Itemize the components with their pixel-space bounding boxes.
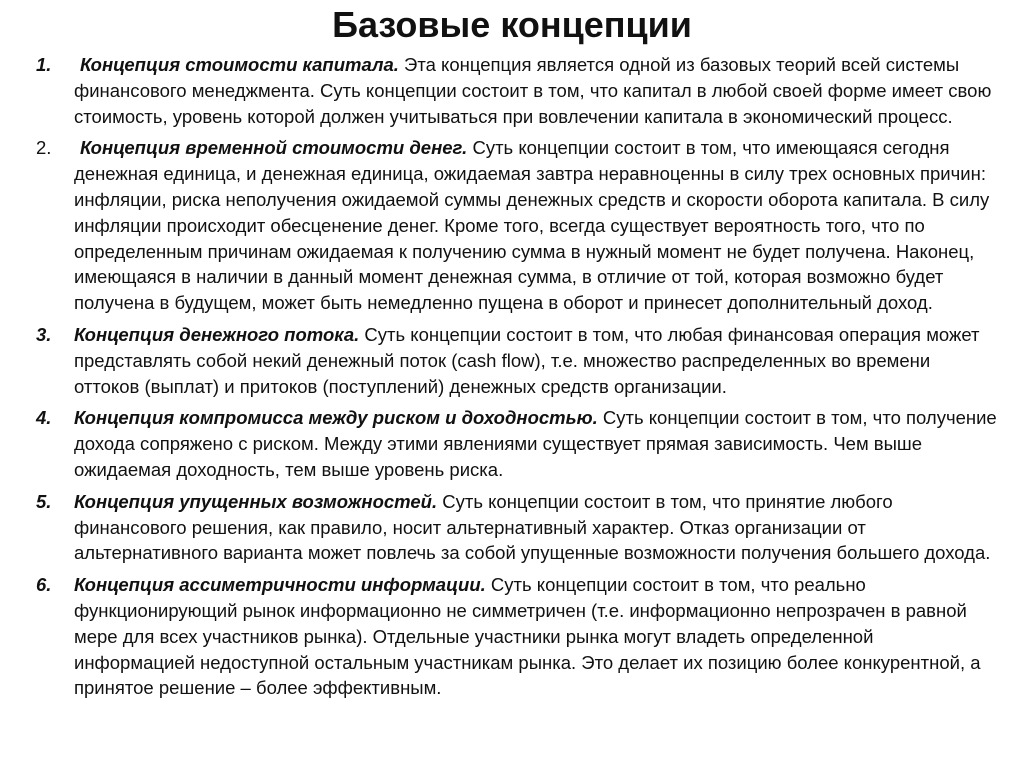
item-number: 5. [36, 490, 52, 512]
item-heading: Концепция упущенных возможностей. [74, 490, 438, 512]
list-item [30, 572, 998, 701]
item-number: 6. [36, 574, 52, 596]
item-heading: Концепция временной стоимости денег. [80, 137, 468, 159]
list-item [30, 52, 998, 129]
item-body: Суть концепции состоит в том, что любая финансовая операция может представлять собой некий денежный поток (cash flow), т.е. множество распределенных во времени оттоков (выплат) и притоков (поступлений) денежных средств организации. [74, 323, 980, 397]
item-number: 3. [36, 323, 52, 345]
list-item [30, 322, 998, 399]
item-number: 4. [36, 407, 52, 429]
item-number: 2. [36, 137, 52, 159]
slide-title: Базовые концепции [332, 4, 692, 45]
concepts-list [30, 52, 998, 707]
list-item [30, 405, 998, 482]
item-heading: Концепция компромисса между риском и доходностью. [74, 407, 598, 429]
item-body: Суть концепции состоит в том, что получение дохода сопряжено с риском. Между этими явлениями существует прямая зависимость. Чем выше ожидаемая доходность, тем выше уровень риска. [74, 407, 997, 480]
item-body: Суть концепции состоит в том, что реально функционирующий рынок информационно не симметричен (т.е. информационно непрозрачен в равной мере для всех участников рынка). Отдельные участники рынка могут владеть определенной информацией недоступной остальным участникам рынка. Это делает их позицию более конкурентной, а принятое решение – более эффективным. [74, 574, 981, 699]
item-body: Суть концепции состоит в том, что принятие любого финансового решения, как правило, носит альтернативный характер. Отказ организации от альтернативного варианта может повлечь за собой упущенные возможности получения большего дохода. [74, 490, 991, 564]
item-heading: Концепция ассиметричности информации. [74, 574, 486, 596]
list-item [30, 135, 998, 316]
item-heading: Концепция денежного потока. [74, 323, 360, 345]
item-number: 1. [36, 54, 52, 75]
item-body: Суть концепции состоит в том, что имеющаяся сегодня денежная единица, и денежная единица, ожидаемая завтра неравноценны в силу трех основных причин: инфляции, риска неполучения ожидаемой суммы денежных средств и скорости оборота капитала. В силу инфляции происходит обесценение денег. Кроме того, всегда существует вероятность того, что по определенным причинам ожидаемая к получению сумма в нужный момент не будет получена. Наконец, имеющаяся в наличии в данный момент денежная сумма, в отличие от той, которая возможно будет получена в будущем, может быть немедленно пущена в оборот и принесет дополнительный доход. [74, 137, 990, 314]
list-item [30, 489, 998, 566]
item-body: Эта концепция является одной из базовых теорий всей системы финансового менеджмента. Суть концепции состоит в том, что капитал в любой своей форме имеет свою стоимость, уровень которой должен учитываться при вовлечении капитала в экономический процесс. [74, 54, 992, 127]
item-heading: Концепция стоимости капитала. [80, 54, 399, 75]
